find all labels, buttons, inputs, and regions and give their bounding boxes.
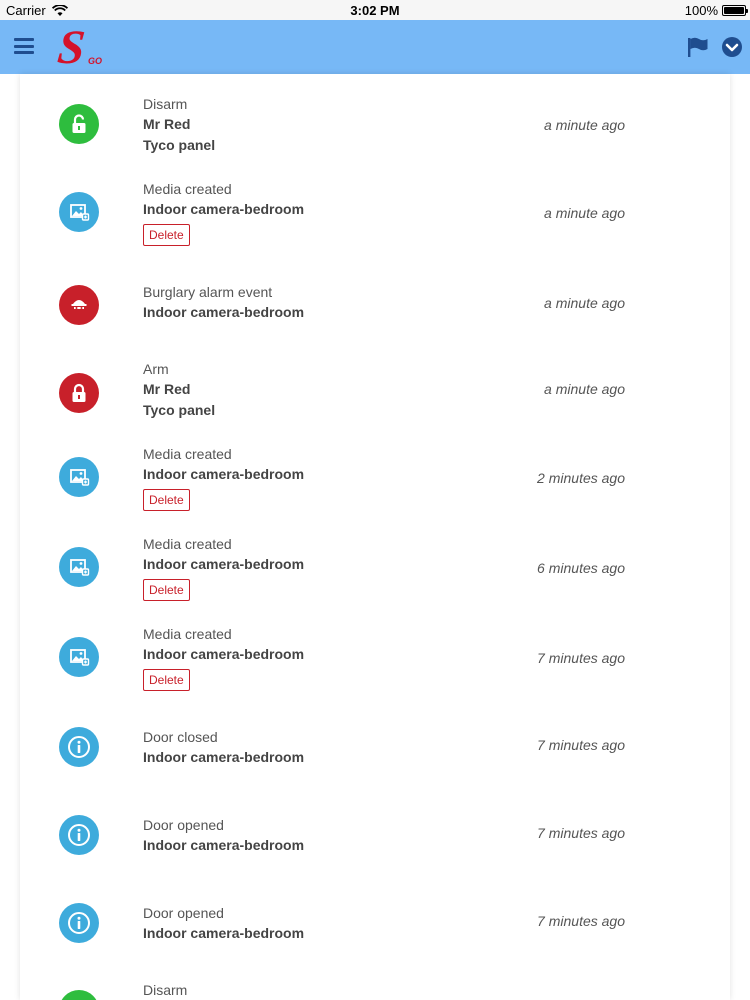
event-list (20, 74, 730, 1000)
event-source: Indoor camera-bedroom (143, 201, 305, 217)
event-timestamp: 2 minutes ago (537, 470, 625, 486)
event-timestamp: 7 minutes ago (537, 913, 625, 929)
status-right (685, 3, 746, 18)
event-timestamp: a minute ago (544, 295, 625, 311)
event-timestamp: 7 minutes ago (537, 825, 625, 841)
event-timestamp: a minute ago (544, 205, 625, 221)
event-timestamp: 6 minutes ago (537, 560, 625, 576)
event-text (143, 980, 187, 1000)
top-nav-bar (0, 20, 750, 74)
event-text (143, 903, 304, 944)
delete-button[interactable]: Delete (143, 224, 190, 246)
hamburger-menu-icon[interactable] (14, 38, 34, 54)
event-text (143, 359, 215, 421)
event-timestamp: a minute ago (544, 381, 625, 397)
event-timestamp: a minute ago (544, 117, 625, 133)
event-type: Burglary alarm event (143, 284, 273, 300)
battery-percent: 100% (684, 3, 718, 18)
event-text (143, 94, 215, 156)
event-text (143, 727, 304, 768)
event-text (143, 179, 304, 246)
carrier-label: Carrier (6, 3, 46, 18)
event-device: Tyco panel (143, 137, 216, 153)
info-icon (59, 727, 99, 767)
event-timestamp: 7 minutes ago (537, 650, 625, 666)
event-source: Indoor camera-bedroom (143, 556, 305, 572)
status-bar (0, 0, 750, 20)
event-source: Indoor camera-bedroom (143, 837, 305, 853)
delete-button[interactable]: Delete (143, 489, 190, 511)
media-icon (59, 547, 99, 587)
battery-icon (722, 5, 746, 16)
event-source: Indoor camera-bedroom (143, 466, 305, 482)
info-icon (59, 815, 99, 855)
chevron-down-circle-icon[interactable] (721, 36, 743, 58)
event-source: Indoor camera-bedroom (143, 304, 305, 320)
event-text (143, 444, 304, 511)
unlock-icon (59, 990, 99, 1000)
media-icon (59, 192, 99, 232)
event-device: Tyco panel (143, 402, 216, 418)
event-text (143, 534, 304, 601)
event-type: Disarm (143, 982, 188, 998)
media-icon (59, 457, 99, 497)
logo-sub: GO (88, 56, 103, 66)
app-logo (55, 21, 104, 74)
lock-icon (59, 373, 99, 413)
event-type: Media created (143, 181, 232, 197)
event-text (143, 815, 304, 856)
event-source: Mr Red (143, 381, 191, 397)
event-type: Door opened (143, 817, 224, 833)
event-text (143, 624, 304, 691)
event-type: Media created (143, 446, 232, 462)
flag-icon[interactable] (686, 36, 710, 58)
event-timestamp: 7 minutes ago (537, 737, 625, 753)
media-icon (59, 637, 99, 677)
event-type: Media created (143, 626, 232, 642)
event-source: Indoor camera-bedroom (143, 925, 305, 941)
event-type: Disarm (143, 96, 188, 112)
event-type: Media created (143, 536, 232, 552)
event-type: Arm (143, 361, 169, 377)
burglar-icon (59, 285, 99, 325)
delete-button[interactable]: Delete (143, 579, 190, 601)
event-text (143, 282, 304, 323)
delete-button[interactable]: Delete (143, 669, 190, 691)
event-source: Indoor camera-bedroom (143, 749, 305, 765)
event-source: Indoor camera-bedroom (143, 646, 305, 662)
unlock-icon (59, 104, 99, 144)
logo-letter: S (55, 21, 88, 74)
event-type: Door closed (143, 729, 218, 745)
event-source: Mr Red (143, 116, 191, 132)
event-type: Door opened (143, 905, 224, 921)
status-time: 3:02 PM (350, 3, 400, 18)
info-icon (59, 903, 99, 943)
